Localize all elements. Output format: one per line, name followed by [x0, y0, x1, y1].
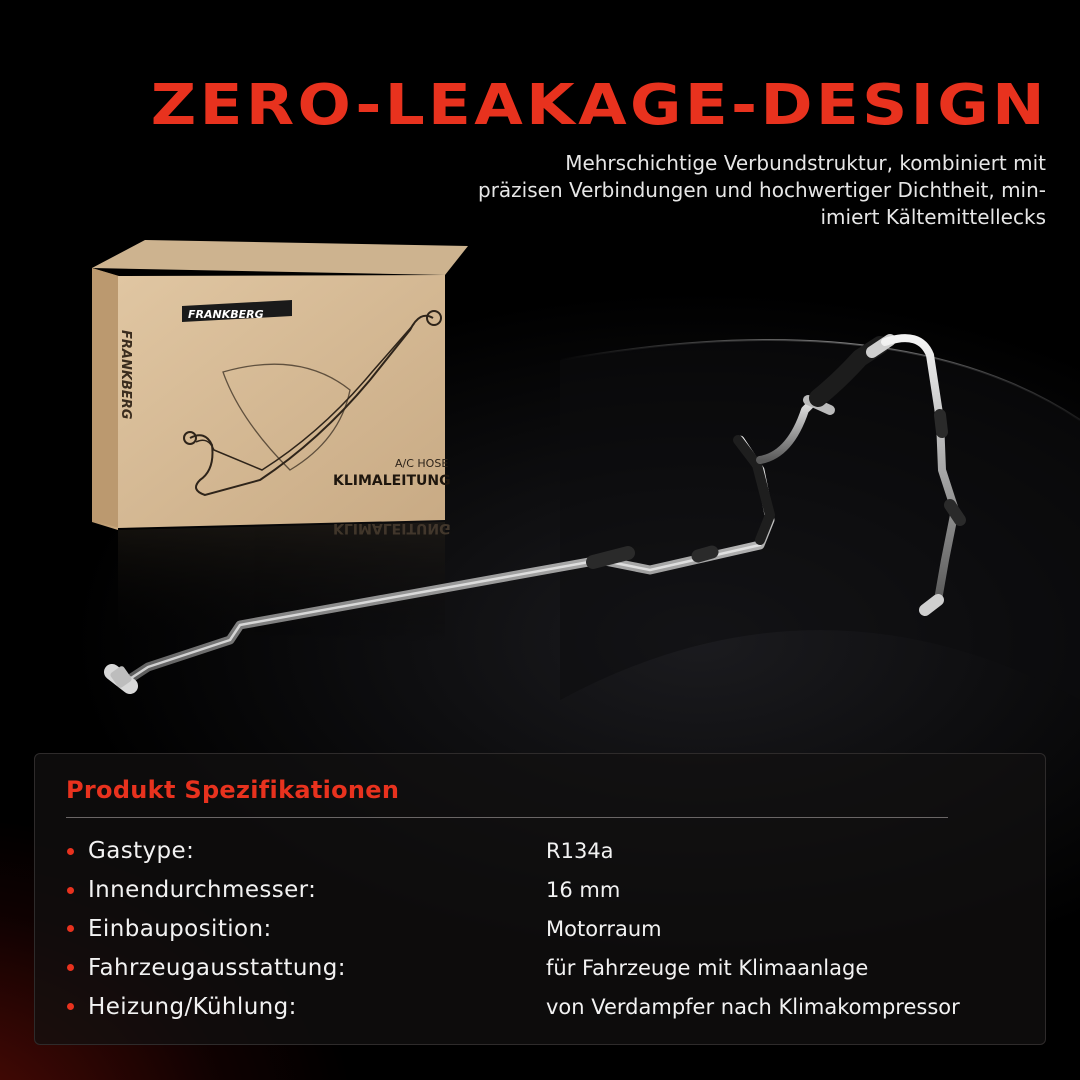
box-brand: FRANKBERG	[188, 308, 264, 321]
bullet-icon	[67, 887, 74, 894]
spec-label: Einbauposition:	[88, 915, 272, 942]
spec-row-position	[65, 910, 1055, 949]
subtitle-line: imiert Kältemittellecks	[820, 205, 1046, 229]
spec-row-diameter	[65, 871, 1055, 910]
spec-value: R134a	[546, 839, 614, 864]
subtitle-line: präzisen Verbindungen und hochwertiger Dichtheit, min-	[478, 178, 1046, 202]
spec-label: Heizung/Kühlung:	[88, 993, 297, 1020]
headline: ZERO-LEAKAGE-DESIGN	[150, 73, 1048, 138]
spec-label: Gastype:	[88, 838, 195, 865]
spec-row-heating-cooling	[65, 987, 1055, 1026]
box-side-brand: FRANKBERG	[118, 330, 133, 420]
box-reflection-label: KLIMALEITUNG	[333, 520, 451, 536]
box-label-small: A/C HOSE	[395, 457, 449, 470]
spec-label: Innendurchmesser:	[88, 877, 317, 904]
spec-value: Motorraum	[546, 916, 662, 941]
bullet-icon	[67, 1003, 74, 1010]
spec-value: 16 mm	[546, 878, 621, 903]
spec-title: Produkt Spezifikationen	[66, 776, 400, 804]
spec-value: von Verdampfer nach Klimakompressor	[546, 994, 960, 1019]
spec-row-gastype	[65, 832, 1055, 871]
spec-label: Fahrzeugausstattung:	[88, 954, 346, 981]
product-box	[92, 240, 468, 530]
spec-row-equipment	[65, 948, 1055, 987]
spec-panel	[34, 753, 1046, 1045]
box-label-main: KLIMALEITUNG	[333, 473, 451, 489]
bullet-icon	[67, 925, 74, 932]
product-box-reflection	[118, 520, 451, 650]
subtitle-line: Mehrschichtige Verbundstruktur, kombiniert mit	[565, 151, 1046, 175]
spec-value: für Fahrzeuge mit Klimaanlage	[546, 955, 869, 980]
bullet-icon	[67, 848, 74, 855]
spec-divider	[66, 817, 948, 818]
bullet-icon	[67, 964, 74, 971]
spec-list	[65, 832, 1055, 1026]
